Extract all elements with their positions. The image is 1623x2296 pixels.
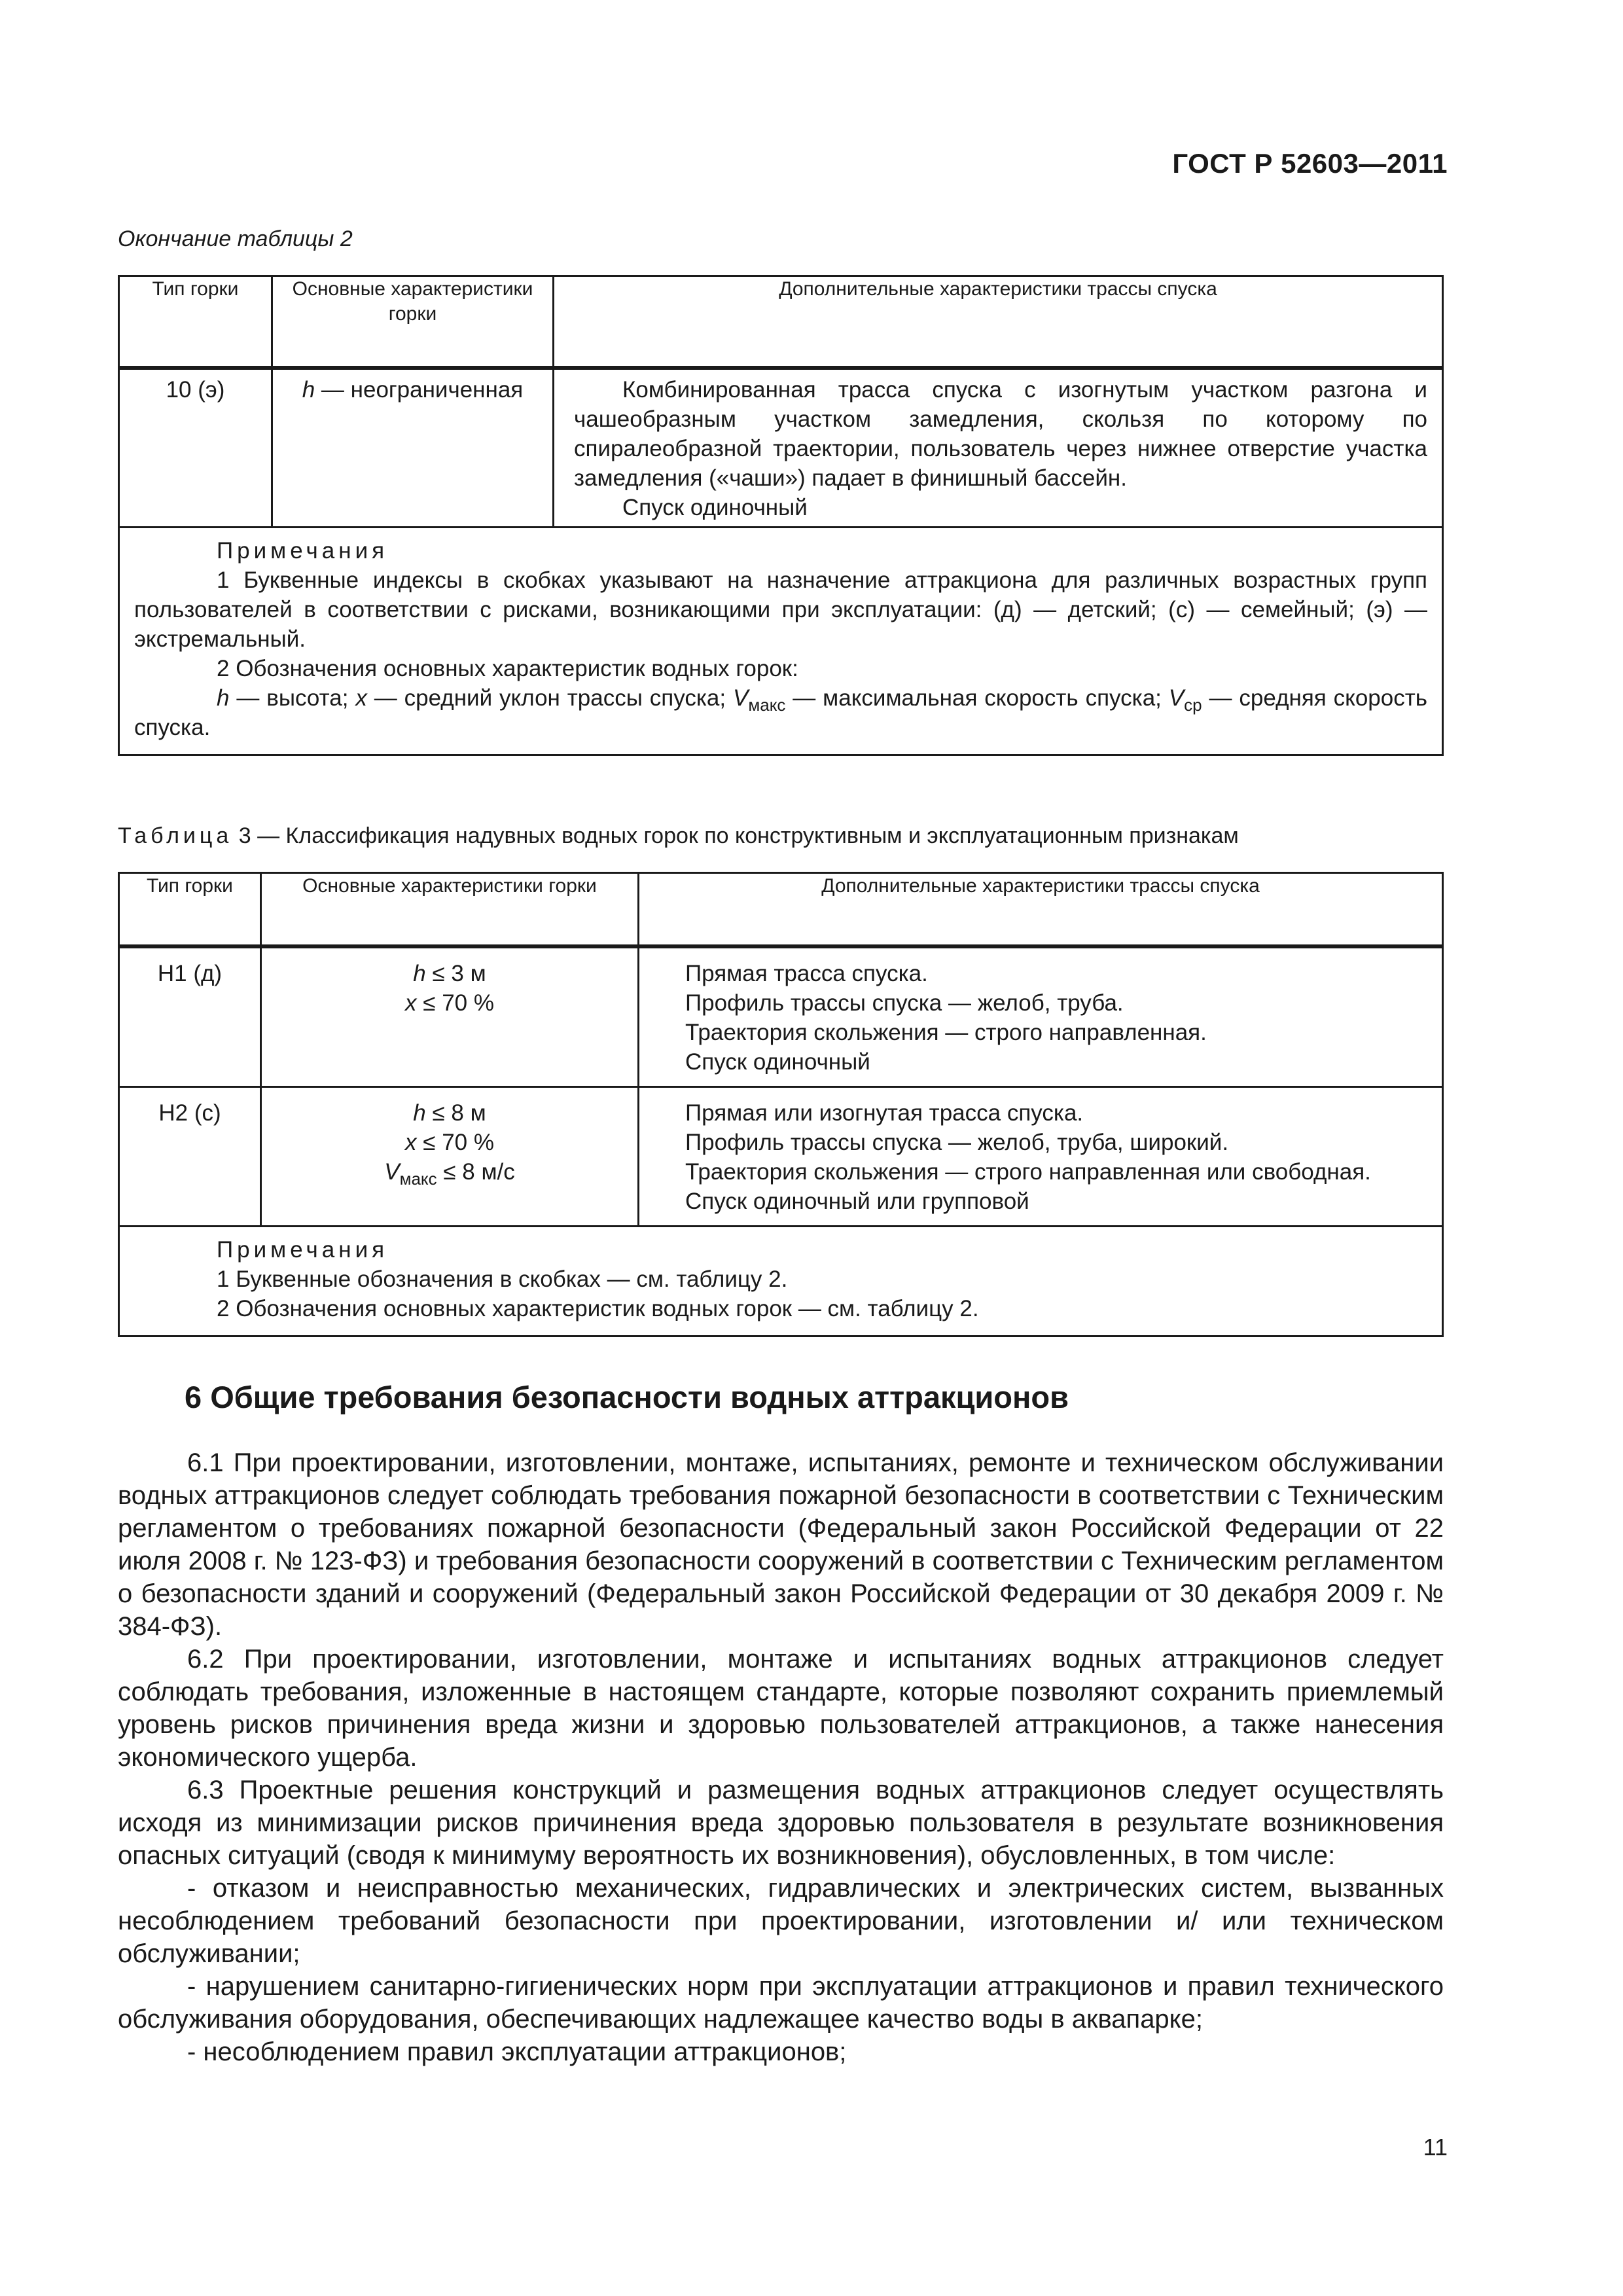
param-line — [262, 988, 637, 1018]
note-1: 1 Буквенные индексы в скобках указывают на назначение аттракциона для различных возрастных групп пользователей в соответствии с рисками, возникающими при эксплуатации: (д) — детский; (с) — семейный; (э) — экстремальный. — [134, 567, 1427, 652]
desc-line: Траектория скольжения — строго направленная. — [685, 1019, 1207, 1045]
var-x: x — [405, 990, 417, 1016]
list-item: - нарушением санитарно-гигиенических норм при эксплуатации аттракционов и правил технического обслуживания оборудования, обеспечивающих надлежащее качество воды в аквапарке; — [118, 1972, 1444, 2034]
note-text: — высота; — [229, 685, 356, 711]
param-value: ≤ 3 м — [425, 960, 486, 986]
table3-cell-main — [261, 946, 639, 1087]
table3-caption-text: 3 — Классификация надувных водных горок по конструктивным и эксплуатационным признакам — [232, 823, 1239, 848]
var-h: h — [413, 960, 426, 986]
desc-line: Спуск одиночный или групповой — [685, 1188, 1029, 1214]
sub-sr: ср — [1184, 694, 1202, 715]
table3-header-main: Основные характеристики горки — [261, 873, 639, 946]
var-v: V — [1168, 685, 1185, 711]
table3-cell-type: Н2 (с) — [119, 1086, 261, 1226]
desc-paragraph: Спуск одиночный — [622, 494, 808, 520]
paragraph: 6.3 Проектные решения конструкций и размещения водных аттракционов следует осуществлять исходя из минимизации рисков причинения вреда здоровью пользователя в результате возникновения опасных ситуаций (сводя к минимуму вероятность их возникновения), обусловленных, в том числе: — [118, 1776, 1444, 1870]
table3-cell-main — [261, 1086, 639, 1226]
param-line — [262, 1098, 637, 1128]
table2-cell-main — [272, 368, 554, 528]
table2-caption: Окончание таблицы 2 — [118, 226, 353, 251]
desc-paragraph: Комбинированная трасса спуска с изогнутым участком разгона и чашеобразным участком замедления, скользя по которому по спиралеобразной траектории, пользователь через нижнее отверстие участка замедления («чаши») падает в финишный бассейн. — [574, 376, 1427, 491]
note-text: — максимальная скорость спуска; — [785, 685, 1169, 711]
table2-notes-row — [119, 527, 1443, 755]
table2-row — [119, 368, 1443, 528]
var-h: h — [302, 376, 315, 403]
main-text: — неограниченная — [315, 376, 524, 403]
table2 — [118, 275, 1444, 756]
table3-header-type: Тип горки — [119, 873, 261, 946]
var-v: V — [733, 685, 749, 711]
note-2: 2 Обозначения основных характеристик водных горок: — [217, 655, 798, 681]
page-number: 11 — [1423, 2134, 1448, 2161]
table3-header-extra: Дополнительные характеристики трассы спуска — [639, 873, 1443, 946]
paragraph: 6.2 При проектировании, изготовлении, монтаже и испытаниях водных аттракционов следует соблюдать требования, изложенные в настоящем стандарте, которые позволяют сохранить приемлемый уровень рисков причинения вреда жизни и здоровью пользователей аттракционов, а также нанесения экономического ущерба. — [118, 1645, 1444, 1772]
var-x: x — [405, 1129, 417, 1155]
table3-cell-desc — [639, 946, 1443, 1087]
sub-max: макс — [399, 1168, 437, 1189]
table3 — [118, 872, 1444, 1337]
var-h: h — [217, 685, 230, 711]
table3-row — [119, 946, 1443, 1087]
param-line — [262, 1128, 637, 1157]
note-1: 1 Буквенные обозначения в скобках — см. таблицу 2. — [217, 1266, 788, 1292]
desc-line: Спуск одиночный — [685, 1049, 870, 1075]
note-text: — средняя скорость спуска. — [134, 685, 1428, 740]
table2-header-extra: Дополнительные характеристики трассы спуска — [554, 276, 1443, 368]
desc-line: Прямая трасса спуска. — [685, 960, 928, 986]
section-body — [118, 1446, 1444, 2068]
table3-notes-row — [119, 1226, 1443, 1336]
table3-cell-type: Н1 (д) — [119, 946, 261, 1087]
param-line — [262, 1157, 637, 1187]
desc-line: Профиль трассы спуска — желоб, труба. — [685, 990, 1124, 1016]
note-3 — [134, 683, 1427, 742]
var-h: h — [413, 1100, 426, 1126]
list-item: - отказом и неисправностью механических, гидравлических и электрических систем, вызванных несоблюдением требований безопасности при проектировании, изготовлении и/ или техническом обслуживании; — [118, 1874, 1444, 1968]
table2-header-row — [119, 276, 1443, 368]
param-value: ≤ 8 м/с — [437, 1158, 515, 1185]
table3-row — [119, 1086, 1443, 1226]
notes-title: Примечания — [217, 1236, 389, 1263]
table3-cell-desc — [639, 1086, 1443, 1226]
desc-line: Прямая или изогнутая трасса спуска. — [685, 1100, 1084, 1126]
table2-cell-desc — [554, 368, 1443, 528]
standard-code: ГОСТ Р 52603—2011 — [1172, 148, 1448, 179]
param-value: ≤ 70 % — [416, 1129, 494, 1155]
param-value: ≤ 8 м — [425, 1100, 486, 1126]
table2-cell-type: 10 (э) — [119, 368, 272, 528]
table2-notes — [119, 527, 1443, 755]
list-item: - несоблюдением правил эксплуатации аттракционов; — [187, 2037, 847, 2066]
notes-title: Примечания — [217, 537, 389, 564]
note-2: 2 Обозначения основных характеристик водных горок — см. таблицу 2. — [217, 1295, 979, 1321]
table2-header-type: Тип горки — [119, 276, 272, 368]
var-x: x — [355, 685, 367, 711]
param-line — [262, 959, 637, 988]
table3-caption-label: Таблица — [118, 823, 233, 848]
table3-caption — [118, 823, 1239, 849]
param-value: ≤ 70 % — [416, 990, 494, 1016]
var-v: V — [384, 1158, 400, 1185]
paragraph: 6.1 При проектировании, изготовлении, монтаже, испытаниях, ремонте и техническом обслуживании водных аттракционов следует соблюдать требования пожарной безопасности в соответствии с Техническим регламентом о требованиях пожарной безопасности (Федеральный закон Российской Федерации от 22 июля 2008 г. № 123-ФЗ) и требования безопасности сооружений в соответствии с Техническим регламентом о безопасности зданий и сооружений (Федеральный закон Российской Федерации от 30 декабря 2009 г. № 384-ФЗ). — [118, 1448, 1444, 1641]
table2-header-main: Основные характеристики горки — [272, 276, 554, 368]
section-title: 6 Общие требования безопасности водных аттракционов — [185, 1380, 1069, 1414]
desc-line: Профиль трассы спуска — желоб, труба, широкий. — [685, 1129, 1229, 1155]
note-text: — средний уклон трассы спуска; — [366, 685, 734, 711]
sub-max: макс — [748, 694, 786, 715]
table3-notes — [119, 1226, 1443, 1336]
desc-line: Траектория скольжения — строго направленная или свободная. — [685, 1158, 1371, 1185]
table3-header-row — [119, 873, 1443, 946]
